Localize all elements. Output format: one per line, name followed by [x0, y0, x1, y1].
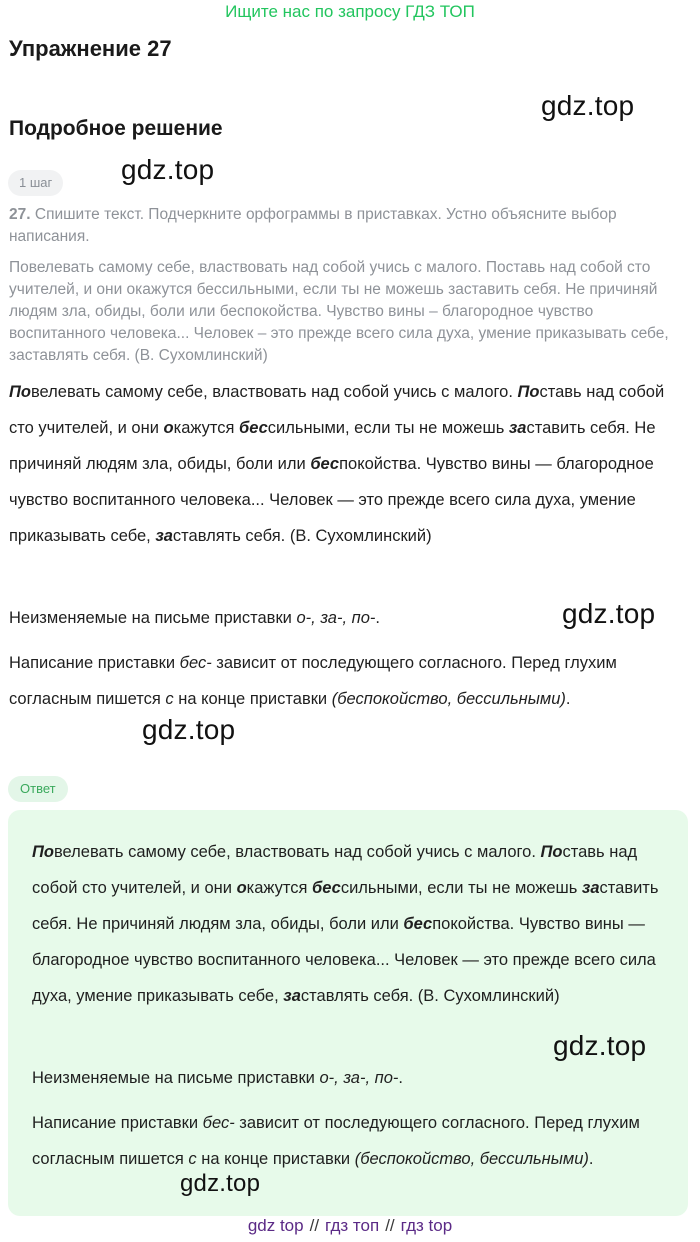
step-badge: 1 шаг [8, 170, 63, 196]
watermark: gdz.top [541, 90, 635, 121]
footer-link-gdz-top-mixed[interactable]: гдз top [400, 1216, 453, 1235]
watermark: gdz.top [180, 1170, 261, 1197]
answer-text: Повелевать самому себе, властвовать над собой учись с малого. Поставь над собой сто учителей, и они окажутся бессильными, если ты не можешь заставить себя. Не причиняй людям зла, обиды, боли или беспокойства. Чувство вины — благородное чувство воспитанного человека... Человек — это прежде всего сила духа, умение приказывать себе, заставлять себя. (В. Сухомлинский) [32, 843, 659, 1005]
watermark: gdz.top [562, 598, 656, 629]
footer-links [0, 1216, 700, 1236]
footer-link-gdz-top[interactable]: gdz top [247, 1216, 304, 1235]
source-text: Повелевать самому себе, властвовать над собой учись с малого. Поставь над собой сто учителей, и они окажутся бессильными, если ты не можешь заставить себя. Не причиняй людям зла, обиды, боли или беспокойства. Чувство вины – благородное чувство воспитанного человека... Человек – это прежде всего сила духа, умение приказывать себе, заставлять себя. (В. Сухомлинский) [9, 259, 669, 364]
task-text [9, 204, 689, 248]
top-banner[interactable]: Ищите нас по запросу ГДЗ ТОП [225, 2, 475, 21]
task-number: 27. [9, 206, 31, 223]
solution-text: Повелевать самому себе, властвовать над собой учись с малого. Поставь над собой сто учителей, и они окажутся бессильными, если ты не можешь заставить себя. Не причиняй людям зла, обиды, боли или беспокойства. Чувство вины — благородное чувство воспитанного человека... Человек — это прежде всего сила духа, умение приказывать себе, заставлять себя. (В. Сухомлинский) [9, 383, 665, 545]
answer-prefix-note: Неизменяемые на письме приставки о-, за-, по-. [32, 1069, 403, 1087]
prefix-note: Неизменяемые на письме приставки о-, за-, по-. [9, 609, 380, 627]
watermark: gdz.top [142, 714, 236, 745]
answer-bes-rule-note: Написание приставки бес- зависит от последующего согласного. Перед глухим согласным пишется с на конце приставки (беспокойство, бессильными). [32, 1114, 640, 1168]
footer-link-gdz-top-ru[interactable]: гдз топ [325, 1216, 380, 1235]
watermark: gdz.top [553, 1030, 647, 1061]
watermark: gdz.top [121, 154, 215, 185]
task-instruction: Спишите текст. Подчеркните орфограммы в приставках. Устно объясните выбор написания. [9, 206, 617, 245]
footer-separator: // [385, 1216, 395, 1235]
answer-badge: Ответ [8, 776, 68, 802]
page-title: Упражнение 27 [9, 36, 172, 61]
solution-heading: Подробное решение [9, 117, 223, 140]
footer-separator: // [309, 1216, 320, 1235]
bes-rule-note: Написание приставки бес- зависит от последующего согласного. Перед глухим согласным пишется с на конце приставки (беспокойство, бессильными). [9, 654, 617, 708]
